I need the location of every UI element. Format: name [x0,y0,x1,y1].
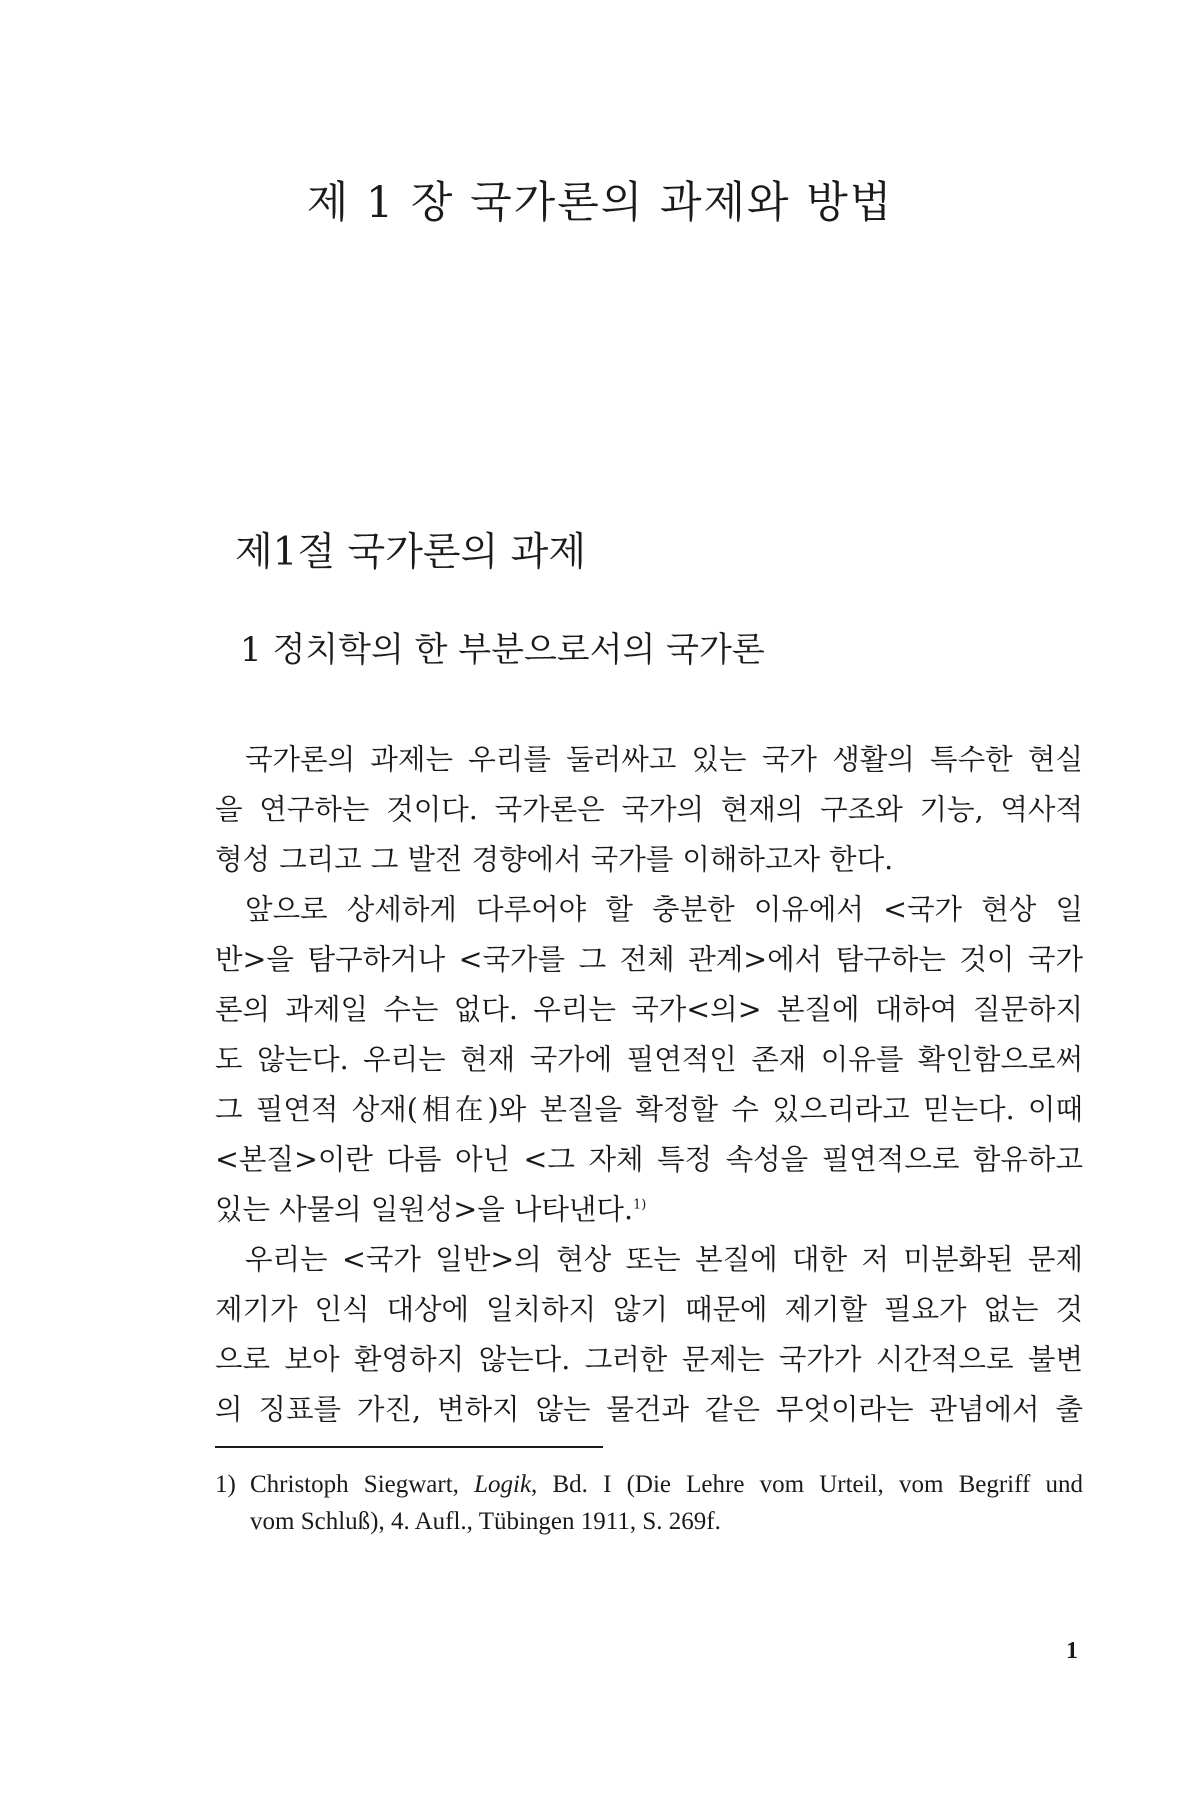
footnote-reference: 1) [633,1197,647,1213]
body-line: 형성 그리고 그 발전 경향에서 국가를 이해하고자 한다. [215,843,894,876]
chapter-title: 제 1 장 국가론의 과제와 방법 [306,178,894,228]
body-line-with-footnote-ref [215,1185,1083,1235]
footnote-number: 1) [215,1471,236,1498]
body-line: 제기가 인식 대상에 일치하지 않기 때문에 제기할 필요가 없는 것 [215,1293,1083,1326]
body-line-text: 있는 사물의 일원성>을 나타낸다. [215,1193,634,1226]
body-line: 앞으로 상세하게 다루어야 할 충분한 이유에서 <국가 현상 일 [245,893,1083,926]
footnote-line: vom Schluß), 4. Aufl., Tübingen 1911, S. 269f. [250,1508,721,1535]
footnote-citation: , Bd. I (Die Lehre vom Urteil, vom Begriff und [531,1471,1083,1498]
body-text [215,735,1083,1435]
body-line: 반>을 탐구하거나 <국가를 그 전체 관계>에서 탐구하는 것이 국가 [215,943,1083,976]
page-number: 1 [1066,1638,1078,1664]
body-line: 우리는 <국가 일반>의 현상 또는 본질에 대한 저 미분화된 문제 [245,1243,1083,1276]
footnote-work-title: Logik [474,1471,532,1498]
section-title: 제1절 국가론의 과제 [235,530,586,575]
body-line: 론의 과제일 수는 없다. 우리는 국가<의> 본질에 대하여 질문하지 [215,993,1083,1026]
body-line: 의 징표를 가진, 변하지 않는 물건과 같은 무엇이라는 관념에서 출 [215,1393,1083,1426]
footnote-line [215,1466,1083,1503]
body-line: 그 필연적 상재(相在)와 본질을 확정할 수 있으리라고 믿는다. 이때 [215,1093,1083,1126]
body-line: 으로 보아 환영하지 않는다. 그러한 문제는 국가가 시간적으로 불변 [215,1343,1083,1376]
body-line: 도 않는다. 우리는 현재 국가에 필연적인 존재 이유를 확인함으로써 [215,1043,1083,1076]
footnote-divider [215,1446,603,1448]
body-line: 을 연구하는 것이다. 국가론은 국가의 현재의 구조와 기능, 역사적 [215,793,1083,826]
footnote-author: Christoph Siegwart, [250,1471,459,1498]
body-line: <본질>이란 다름 아닌 <그 자체 특정 속성을 필연적으로 함유하고 [215,1143,1083,1176]
body-line: 국가론의 과제는 우리를 둘러싸고 있는 국가 생활의 특수한 현실 [245,743,1083,776]
footnote [215,1466,1083,1540]
subsection-title: 1 정치학의 한 부분으로서의 국가론 [240,630,765,670]
